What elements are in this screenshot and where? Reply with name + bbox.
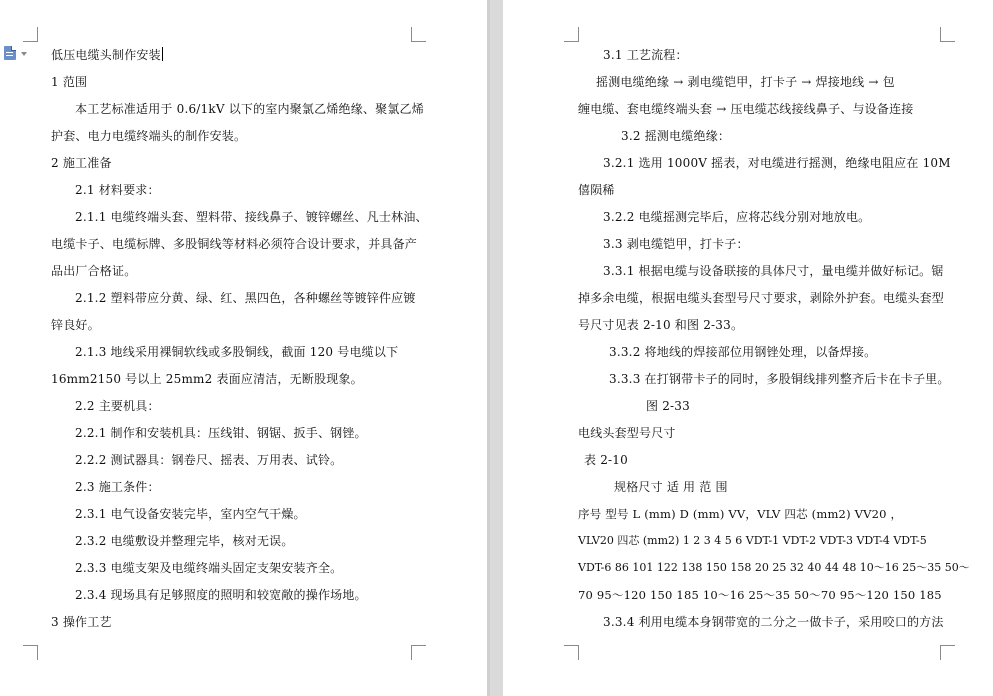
paragraph-line: 2.1.3 地线采用裸铜软线或多股铜线，截面 120 号电缆以下 xyxy=(75,345,399,359)
paragraph-line: 2.1.2 塑料带应分黄、绿、红、黑四色，各种螺丝等镀锌件应镀 xyxy=(75,291,416,305)
crop-mark xyxy=(940,27,955,42)
document-page-left[interactable] xyxy=(0,0,487,696)
paragraph-line: 号尺寸见表 2-10 和图 2-33。 xyxy=(578,318,744,332)
chevron-down-icon[interactable] xyxy=(21,52,27,56)
paragraph-line: 3.3.1 根据电缆与设备联接的具体尺寸，量电缆并做好标记。锯 xyxy=(603,264,944,278)
table-header: 规格尺寸 适 用 范 围 xyxy=(614,480,728,494)
heading: 2 施工准备 xyxy=(51,156,112,170)
document-page-right[interactable] xyxy=(503,0,993,696)
paragraph-line: 电缆卡子、电缆标牌、多股铜线等材料必须符合设计要求，并具备产 xyxy=(51,237,418,251)
paragraph-line: 2.2.2 测试器具：钢卷尺、摇表、万用表、试铃。 xyxy=(75,453,343,467)
paragraph-line: 3.3.2 将地线的焊接部位用钢锉处理，以备焊接。 xyxy=(609,345,877,359)
document-title[interactable]: 低压电缆头制作安装 xyxy=(51,48,161,62)
crop-mark xyxy=(411,645,426,660)
paragraph-line: 品出厂合格证。 xyxy=(51,264,137,278)
crop-mark xyxy=(564,645,579,660)
subheading: 3.3 剥电缆铠甲，打卡子： xyxy=(603,237,749,251)
crop-mark xyxy=(411,27,426,42)
heading: 1 范围 xyxy=(51,75,88,89)
paragraph-line: 本工艺标准适用于 0.6/1kV 以下的室内聚氯乙烯绝缘、聚氯乙烯 xyxy=(75,102,424,116)
paragraph-line: 16mm2150 号以上 25mm2 表面应清洁，无断股现象。 xyxy=(51,372,363,386)
paragraph-line: 僖陨稀 xyxy=(578,183,615,197)
heading: 3 操作工艺 xyxy=(51,615,112,629)
paragraph-line: 掉多余电缆，根据电缆头套型号尺寸要求，剥除外护套。电缆头套型 xyxy=(578,291,945,305)
subheading: 2.3 施工条件： xyxy=(75,480,160,494)
paragraph-line: 2.3.4 现场具有足够照度的照明和较宽敞的操作场地。 xyxy=(75,588,367,602)
page-gutter xyxy=(487,0,503,696)
paragraph-line: 护套、电力电缆终端头的制作安装。 xyxy=(51,129,247,143)
subheading: 3.1 工艺流程： xyxy=(603,48,688,62)
table-title: 电线头套型号尺寸 xyxy=(578,426,676,440)
paragraph-line: 2.1.1 电缆终端头套、塑料带、接线鼻子、镀锌螺丝、凡士林油、 xyxy=(75,210,428,224)
table-text-line: 70 95～120 150 185 10～16 25～35 50～70 95～120 150 185 xyxy=(578,588,942,602)
table-label: 表 2-10 xyxy=(584,453,628,467)
paragraph-line: 2.3.1 电气设备安装完毕，室内空气干燥。 xyxy=(75,507,306,521)
crop-mark xyxy=(564,27,579,42)
paragraph-line: 2.3.2 电缆敷设并整理完毕，核对无误。 xyxy=(75,534,294,548)
text-cursor xyxy=(162,47,163,61)
paragraph-line: 2.3.3 电缆支架及电缆终端头固定支架安装齐全。 xyxy=(75,561,343,575)
subheading: 3.2 摇测电缆绝缘： xyxy=(621,129,731,143)
paragraph-line: 锌良好。 xyxy=(51,318,100,332)
subheading: 2.1 材料要求： xyxy=(75,183,160,197)
subheading: 2.2 主要机具： xyxy=(75,399,160,413)
paragraph-line: 3.3.4 利用电缆本身钢带宽的二分之一做卡子，采用咬口的方法 xyxy=(603,615,944,629)
paragraph-line: 2.2.1 制作和安装机具：压线钳、钢锯、扳手、钢锉。 xyxy=(75,426,367,440)
table-text-line: VLV20 四芯 (mm2) 1 2 3 4 5 6 VDT-1 VDT-2 VDT-3 VDT-4 VDT-5 xyxy=(578,534,927,547)
figure-caption: 图 2-33 xyxy=(646,399,690,413)
table-text-line: VDT-6 86 101 122 138 150 158 20 25 32 40 44 48 10～16 25～35 50～ xyxy=(578,561,970,574)
document-outline-icon[interactable] xyxy=(4,46,16,60)
paragraph-line: 3.2.2 电缆摇测完毕后，应将芯线分别对地放电。 xyxy=(603,210,871,224)
crop-mark xyxy=(23,645,38,660)
paragraph-line: 缠电缆、套电缆终端头套 → 压电缆芯线接线鼻子、与设备连接 xyxy=(578,102,914,116)
crop-mark xyxy=(23,27,38,42)
paragraph-line: 3.3.3 在打钢带卡子的同时，多股铜线排列整齐后卡在卡子里。 xyxy=(609,372,950,386)
crop-mark xyxy=(940,645,955,660)
paragraph-line: 摇测电缆绝缘 → 剥电缆铠甲，打卡子 → 焊接地线 → 包 xyxy=(596,75,895,89)
table-text-line: 序号 型号 L (mm) D (mm) VV，VLV 四芯 (mm2) VV20 ， xyxy=(578,507,903,521)
paragraph-line: 3.2.1 选用 1000V 摇表，对电缆进行摇测，绝缘电阻应在 10M xyxy=(603,156,951,170)
